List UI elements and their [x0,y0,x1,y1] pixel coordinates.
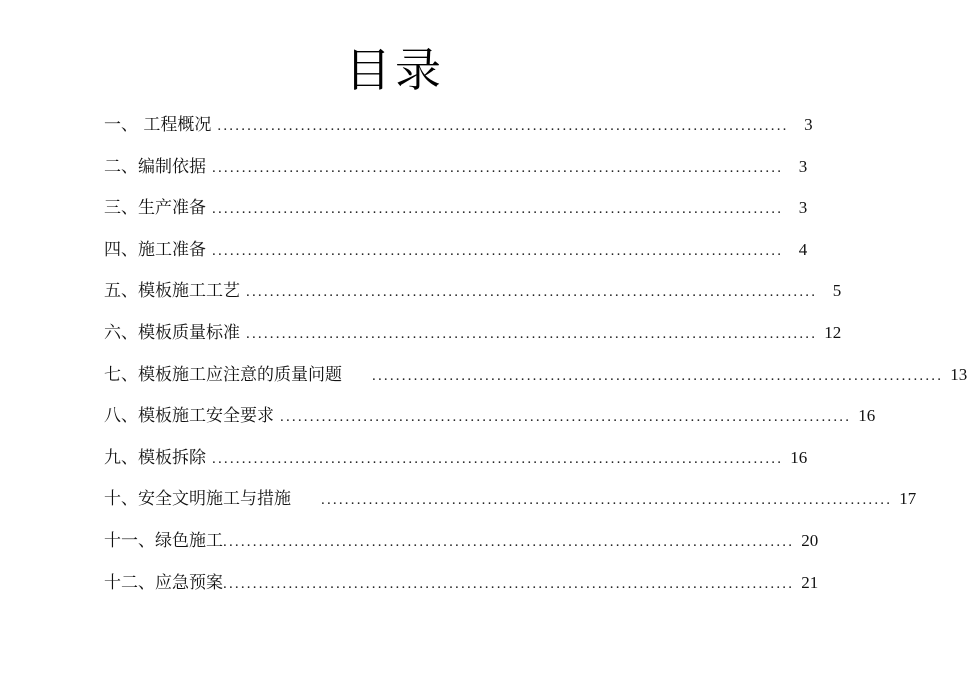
toc-entry-page: 13 [950,364,967,384]
toc-entry-page: 4 [798,239,808,259]
toc-entry-page: 3 [798,156,808,176]
toc-entry-page: 5 [832,281,842,301]
toc-entry[interactable] [104,478,917,520]
toc-entry-page: 16 [790,447,808,467]
toc-entry-page: 3 [798,198,808,218]
toc-dot-leader: ................................................................................................ [280,409,852,426]
toc-entry-label: 二、编制依据 [104,156,206,177]
toc-entry-label: 六、模板质量标准 [104,322,240,343]
toc-entry[interactable] [104,395,876,437]
document-title: 目录 [345,43,445,97]
toc-entry-label: 四、施工准备 [104,239,206,260]
toc-entry[interactable] [104,104,813,146]
toc-dot-leader: ................................................................................................ [223,575,795,592]
toc-dot-leader: ................................................................................................ [212,242,784,259]
toc-entry[interactable] [104,229,808,271]
toc-entry-label: 八、模板施工安全要求 [104,406,274,427]
toc-entry[interactable] [104,437,808,479]
toc-entry-page: 16 [858,406,876,426]
toc-dot-leader: ................................................................................................ [223,533,795,550]
toc-entry-page: 3 [804,115,813,134]
toc-entry-label: 五、模板施工工艺 [104,281,240,302]
toc-entry[interactable] [104,354,967,396]
toc-entry-label: 一、 工程概况 [104,115,212,135]
toc-entry[interactable] [104,562,819,604]
toc-entry-page: 20 [801,530,819,550]
toc-entry[interactable] [104,146,808,188]
toc-entry[interactable] [104,520,819,562]
toc-dot-leader: ................................................................................................ [372,367,944,384]
toc-dot-leader: ................................................................................................ [212,450,784,467]
toc-entry-page: 12 [824,322,842,342]
toc-entry-label: 十二、应急预案 [104,572,223,593]
toc-entry-page: 21 [801,572,819,592]
toc-entry-label: 七、模板施工应注意的质量问题 [104,364,342,385]
table-of-contents [104,104,967,603]
toc-entry[interactable] [104,187,808,229]
toc-dot-leader: ................................................................................................ [217,118,789,134]
toc-entry-label: 九、模板拆除 [104,447,206,468]
toc-entry-label: 三、生产准备 [104,198,206,219]
toc-dot-leader: ................................................................................................ [321,492,893,509]
toc-entry-label: 十一、绿色施工 [104,530,223,551]
toc-entry[interactable] [104,312,842,354]
toc-dot-leader: ................................................................................................ [212,201,784,218]
toc-entry[interactable] [104,270,842,312]
toc-dot-leader: ................................................................................................ [212,159,784,176]
toc-entry-page: 17 [899,489,917,509]
toc-dot-leader: ................................................................................................ [246,325,818,342]
toc-dot-leader: ................................................................................................ [246,284,818,301]
toc-entry-label: 十、安全文明施工与措施 [104,489,291,510]
